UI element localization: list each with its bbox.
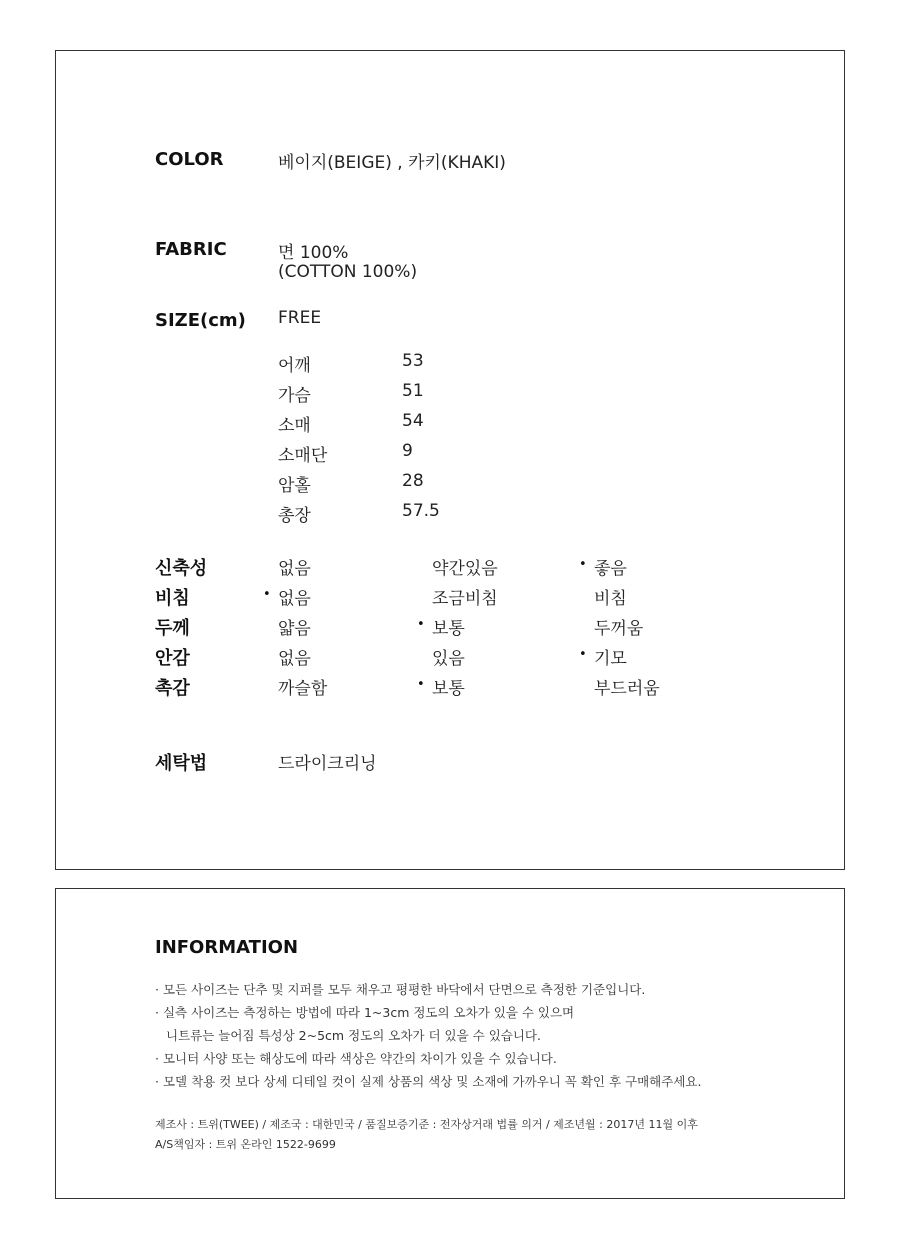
- attribute-option-selected: 없음: [278, 589, 311, 609]
- size-value: FREE: [278, 308, 322, 328]
- attribute-label: 신축성: [155, 558, 208, 579]
- size-label: SIZE(cm): [155, 310, 246, 331]
- size-row-name: 암홀: [278, 476, 311, 496]
- information-line: 니트류는 늘어짐 특성상 2~5cm 정도의 오차가 더 있을 수 있습니다.: [166, 1028, 541, 1043]
- selected-bullet-icon: •: [579, 647, 587, 662]
- color-label: COLOR: [155, 149, 224, 170]
- information-panel: [55, 888, 845, 1199]
- attribute-option: 없음: [278, 559, 311, 579]
- attribute-option: 비침: [594, 589, 627, 609]
- selected-bullet-icon: •: [263, 587, 271, 602]
- information-line: · 실측 사이즈는 측정하는 방법에 따라 1~3cm 정도의 오차가 있을 수 있으며: [155, 1005, 575, 1020]
- information-title: INFORMATION: [155, 937, 299, 958]
- attribute-option-selected: 좋음: [594, 559, 627, 579]
- size-row-name: 어깨: [278, 356, 311, 376]
- color-value: 베이지(BEIGE) , 카키(KHAKI): [278, 153, 506, 173]
- attribute-option: 없음: [278, 649, 311, 669]
- manufacturer-info: 제조사 : 트위(TWEE) / 제조국 : 대한민국 / 품질보증기준 : 전자상거래 법률 의거 / 제조년월 : 2017년 11월 이후: [155, 1118, 698, 1131]
- size-row-name: 가슴: [278, 386, 311, 406]
- as-contact-info: A/S책임자 : 트위 온라인 1522-9699: [155, 1138, 336, 1151]
- information-line: · 모델 착용 컷 보다 상세 디테일 컷이 실제 상품의 색상 및 소재에 가까우니 꼭 확인 후 구매해주세요.: [155, 1074, 702, 1089]
- attribute-option: 있음: [432, 649, 465, 669]
- size-row-name: 소매단: [278, 446, 328, 466]
- washing-label: 세탁법: [155, 753, 208, 774]
- attribute-option-selected: 보통: [432, 679, 465, 699]
- attribute-label: 안감: [155, 648, 190, 669]
- attribute-option: 두꺼움: [594, 619, 644, 639]
- fabric-value-line1: 면 100%: [278, 243, 349, 263]
- selected-bullet-icon: •: [579, 557, 587, 572]
- attribute-option: 조금비침: [432, 589, 498, 609]
- attribute-option: 얇음: [278, 619, 311, 639]
- size-row-value: 54: [402, 411, 424, 431]
- fabric-label: FABRIC: [155, 239, 227, 260]
- attribute-option: 부드러움: [594, 679, 660, 699]
- size-row-value: 28: [402, 471, 424, 491]
- size-row-value: 57.5: [402, 501, 440, 521]
- attribute-label: 두께: [155, 618, 190, 639]
- attribute-option: 까슬함: [278, 679, 328, 699]
- attribute-option-selected: 기모: [594, 649, 627, 669]
- information-line: · 모든 사이즈는 단추 및 지퍼를 모두 채우고 평평한 바닥에서 단면으로 측정한 기준입니다.: [155, 982, 646, 997]
- fabric-value-line2: (COTTON 100%): [278, 262, 418, 282]
- attribute-option: 약간있음: [432, 559, 498, 579]
- size-row-name: 소매: [278, 416, 311, 436]
- attribute-label: 비침: [155, 588, 190, 609]
- product-spec-panel: [55, 50, 845, 870]
- size-row-value: 9: [402, 441, 413, 461]
- selected-bullet-icon: •: [417, 677, 425, 692]
- information-line: · 모니터 사양 또는 해상도에 따라 색상은 약간의 차이가 있을 수 있습니다.: [155, 1051, 557, 1066]
- size-row-value: 53: [402, 351, 424, 371]
- selected-bullet-icon: •: [417, 617, 425, 632]
- attribute-label: 촉감: [155, 678, 190, 699]
- size-row-name: 총장: [278, 506, 311, 526]
- attribute-option-selected: 보통: [432, 619, 465, 639]
- size-row-value: 51: [402, 381, 424, 401]
- washing-value: 드라이크리닝: [278, 754, 377, 774]
